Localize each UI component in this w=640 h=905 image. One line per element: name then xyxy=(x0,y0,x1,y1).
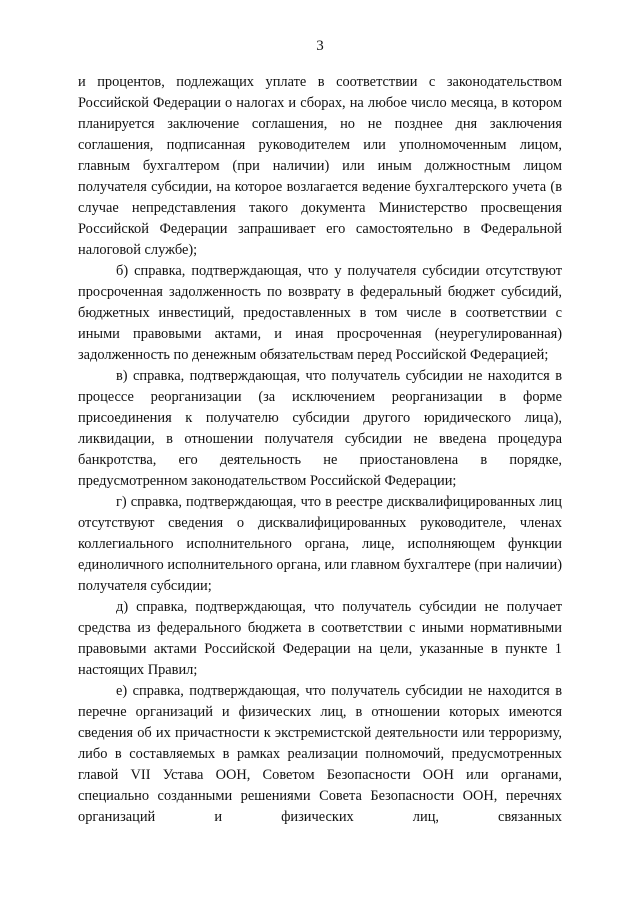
paragraph-continuation: и процентов, подлежащих уплате в соответствии с законодательством Российской Федерации о налогах и сборах, на любое число месяца, в котором планируется заключение соглашения, но не позднее дня заключения соглашения, подписанная руководителем или уполномоченным лицом, главным бухгалтером (при наличии) или иным должностным лицом получателя субсидии, на которое возлагается ведение бухгалтерского учета (в случае непредставления такого документа Министерство просвещения Российской Федерации запрашивает его самостоятельно в Федеральной налоговой службе); xyxy=(78,74,562,258)
paragraph-item-e: е) справка, подтверждающая, что получатель субсидии не находится в перечне организаций и физических лиц, в отношении которых имеются сведения об их причастности к экстремистской деятельности или терроризму, либо в составляемых в рамках реализации полномочий, предусмотренных главой VII Устава ООН, Советом Безопасности ООН или органами, специально созданными решениями Совета Безопасности ООН, перечнях организаций и физических лиц, связанных xyxy=(78,683,562,825)
paragraph-item-v: в) справка, подтверждающая, что получатель субсидии не находится в процессе реорганизации (за исключением реорганизации в форме присоединения к получателю субсидии другого юридического лица), ликвидации, в отношении получателя субсидии не введена процедура банкротства, его деятельность не приостановлена в порядке, предусмотренном законодательством Российской Федерации; xyxy=(78,368,562,489)
paragraph-item-d: д) справка, подтверждающая, что получатель субсидии не получает средства из федерального бюджета в соответствии с иными нормативными правовыми актами Российской Федерации на цели, указанные в пункте 1 настоящих Правил; xyxy=(78,599,562,678)
paragraph-item-g: г) справка, подтверждающая, что в реестре дисквалифицированных лиц отсутствуют сведения о дисквалифицированных руководителе, членах коллегиального исполнительного органа, лице, исполняющем функции единоличного исполнительного органа, или главном бухгалтере (при наличии) получателя субсидии; xyxy=(78,494,562,594)
document-body xyxy=(78,72,562,828)
page-number: 3 xyxy=(316,38,324,54)
paragraph-item-b: б) справка, подтверждающая, что у получателя субсидии отсутствуют просроченная задолженность по возврату в федеральный бюджет субсидий, бюджетных инвестиций, предоставленных в том числе в соответствии с иными правовыми актами, и иная просроченная (неурегулированная) задолженность по денежным обязательствам перед Российской Федерацией; xyxy=(78,263,562,363)
